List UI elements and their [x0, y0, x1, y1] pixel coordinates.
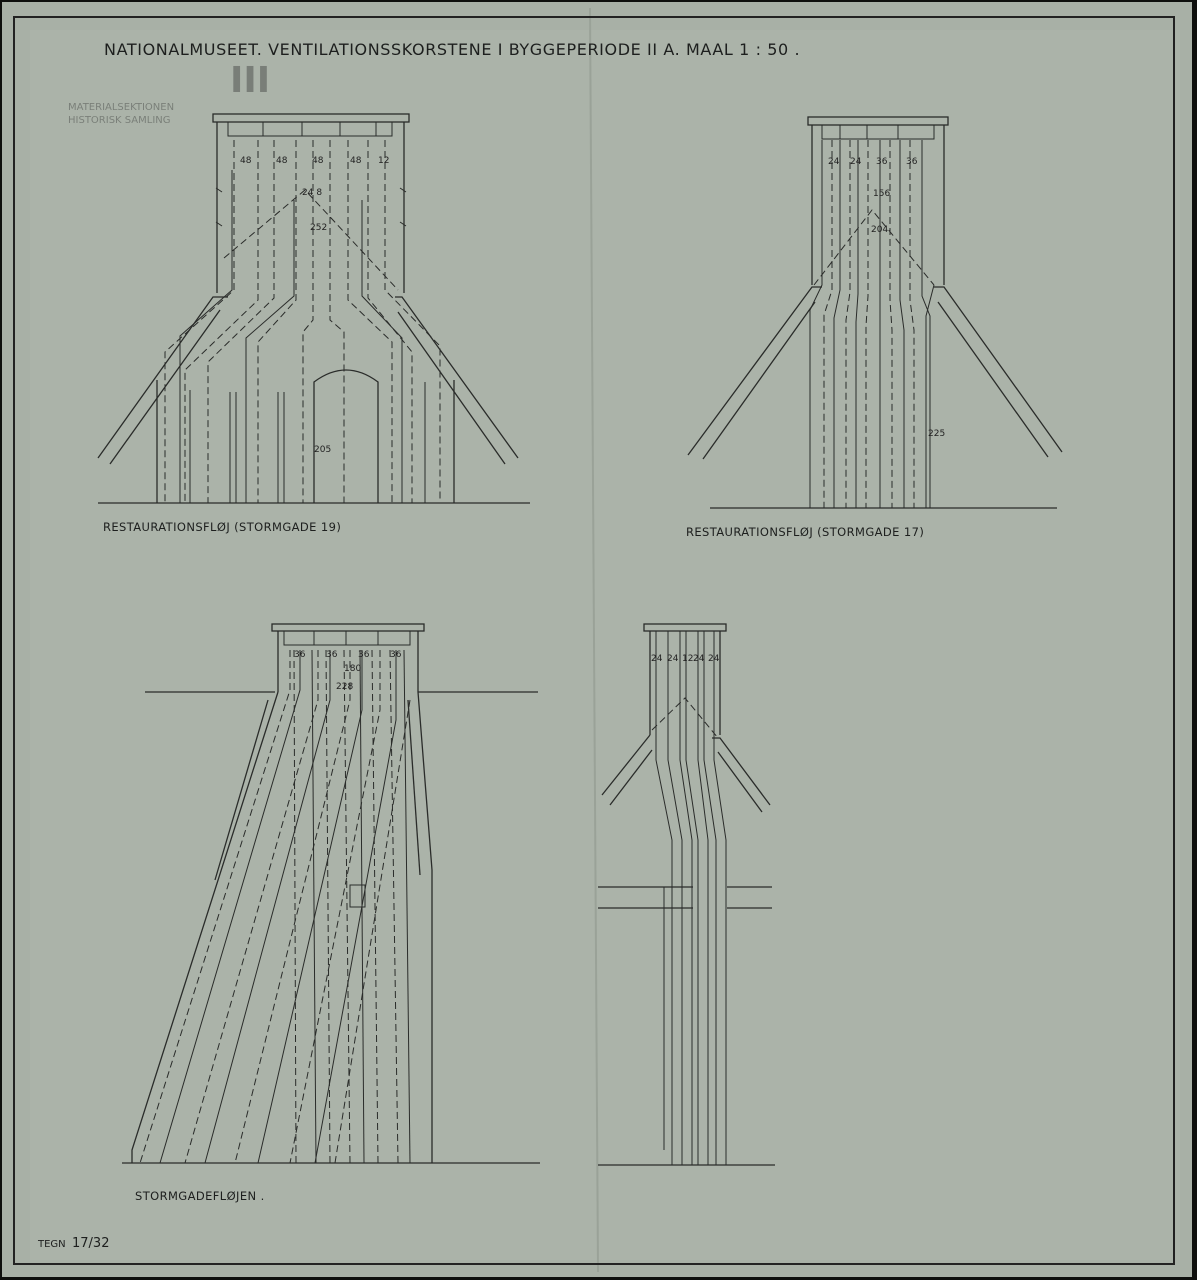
- flue-dim: 24: [828, 157, 840, 167]
- flue-dim: 24: [667, 654, 679, 664]
- flue-dim: 36: [906, 157, 918, 167]
- height-dim: 205: [314, 445, 332, 455]
- caption-stormgade-17: RESTAURATIONSFLØJ (STORMGADE 17): [686, 525, 925, 539]
- paper-inner: [30, 30, 1180, 1260]
- flue-dim: 36: [294, 650, 306, 660]
- flue-dim: 36: [390, 650, 402, 660]
- width-dim: 252: [310, 223, 328, 233]
- flue-dim: 48: [312, 156, 324, 166]
- caption-stormgadefloejen: STORMGADEFLØJEN .: [135, 1189, 265, 1203]
- width-dim: 228: [336, 682, 354, 692]
- flue-dim: 36: [326, 650, 338, 660]
- inner-dim: 156: [873, 189, 891, 199]
- flue-dim: 24: [850, 157, 862, 167]
- flue-dim: 36: [876, 157, 888, 167]
- flue-dim: 48: [350, 156, 362, 166]
- flue-dim: 48: [276, 156, 288, 166]
- flue-dim: 24: [693, 654, 705, 664]
- stamp-text-2: HISTORISK SAMLING: [68, 115, 171, 126]
- flue-dim: 24: [708, 654, 720, 664]
- width-dim: 204: [871, 225, 889, 235]
- height-dim: 225: [928, 429, 946, 439]
- inner-dim: 24 8: [302, 188, 323, 198]
- stamp-text-1: MATERIALSEKTIONEN: [68, 102, 175, 113]
- sheet-title: NATIONALMUSEET. VENTILATIONSSKORSTENE I BYGGEPERIODE II A. MAAL 1 : 50 .: [104, 40, 801, 59]
- drawing-number: 17/32: [72, 1236, 110, 1251]
- drawing-number-label: TEGN: [38, 1239, 66, 1250]
- stamp-number: III: [230, 60, 271, 101]
- flue-dim: 12: [378, 156, 390, 166]
- inner-dim: 180: [344, 664, 362, 674]
- caption-stormgade-19: RESTAURATIONSFLØJ (STORMGADE 19): [103, 520, 342, 534]
- flue-dim: 36: [358, 650, 370, 660]
- flue-dim: 48: [240, 156, 252, 166]
- flue-dim: 24: [651, 654, 663, 664]
- flue-dim: 12: [682, 654, 694, 664]
